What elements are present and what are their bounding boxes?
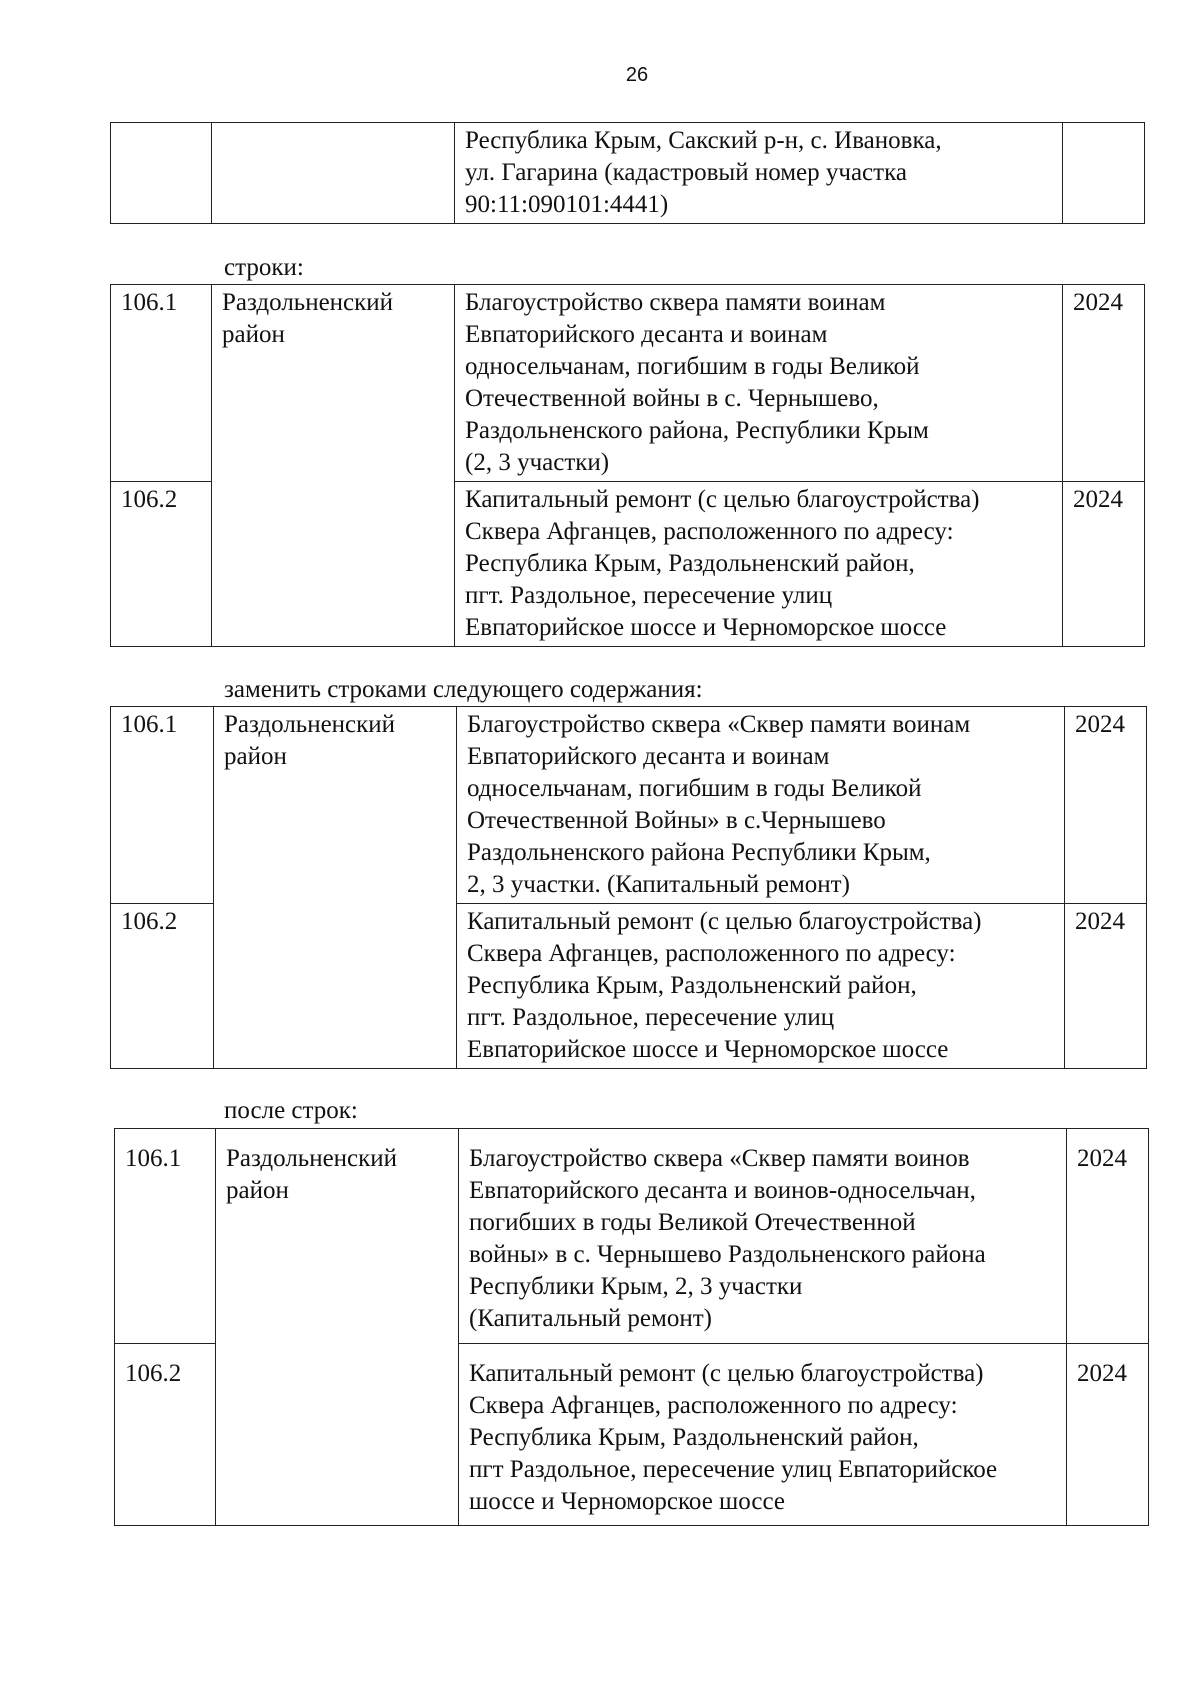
object-description: Капитальный ремонт (с целью благоустройства) Сквера Афганцев, расположенного по адресу: Республика Крым, Раздольненский район, пгт. Раздольное, пересечение улиц Евпаторийское шоссе и Черноморское шоссе bbox=[455, 482, 1063, 647]
district-cell: Раздольненский район bbox=[216, 1129, 459, 1526]
empty-cell bbox=[111, 123, 212, 224]
object-description: Капитальный ремонт (с целью благоустройства) Сквера Афганцев, расположенного по адресу: Республика Крым, Раздольненский район, пгт Раздольное, пересечение улиц Евпаторийское шоссе и Черноморское шоссе bbox=[459, 1344, 1067, 1526]
section-2-table bbox=[110, 706, 1147, 1069]
section-1-table bbox=[110, 284, 1145, 647]
top-fragment-table bbox=[110, 122, 1145, 224]
section-caption: строки: bbox=[224, 254, 304, 281]
year-cell: 2024 bbox=[1067, 1344, 1149, 1526]
section-3-table bbox=[114, 1128, 1149, 1526]
year-cell: 2024 bbox=[1063, 285, 1145, 482]
year-cell: 2024 bbox=[1063, 482, 1145, 647]
section-caption: после строк: bbox=[224, 1097, 358, 1124]
table-row bbox=[111, 123, 1145, 224]
object-description: Капитальный ремонт (с целью благоустройства) Сквера Афганцев, расположенного по адресу: Республика Крым, Раздольненский район, пгт. Раздольное, пересечение улиц Евпаторийское шоссе и Черноморское шоссе bbox=[457, 904, 1065, 1069]
row-number: 106.1 bbox=[115, 1129, 216, 1344]
year-cell: 2024 bbox=[1065, 904, 1147, 1069]
object-description: Благоустройство сквера «Сквер памяти воинов Евпаторийского десанта и воинов-односельчан, погибших в годы Великой Отечественной войны» в с. Чернышево Раздольненского района Республики Крым, 2, 3 участки (Капитальный ремонт) bbox=[459, 1129, 1067, 1344]
page-number: 26 bbox=[625, 64, 649, 86]
year-cell: 2024 bbox=[1067, 1129, 1149, 1344]
row-number: 106.2 bbox=[111, 482, 212, 647]
row-number: 106.2 bbox=[115, 1344, 216, 1526]
row-number: 106.2 bbox=[111, 904, 214, 1069]
table-row bbox=[111, 285, 1145, 482]
object-description: Республика Крым, Сакский р-н, с. Ивановка, ул. Гагарина (кадастровый номер участка 90:11:090101:4441) bbox=[455, 123, 1063, 224]
district-cell: Раздольненский район bbox=[212, 285, 455, 647]
district-cell: Раздольненский район bbox=[214, 707, 457, 1069]
table-row bbox=[111, 707, 1147, 904]
year-cell: 2024 bbox=[1065, 707, 1147, 904]
row-number: 106.1 bbox=[111, 285, 212, 482]
section-caption: заменить строками следующего содержания: bbox=[224, 676, 703, 703]
row-number: 106.1 bbox=[111, 707, 214, 904]
table-row bbox=[115, 1129, 1149, 1344]
object-description: Благоустройство сквера «Сквер памяти воинам Евпаторийского десанта и воинам односельчанам, погибшим в годы Великой Отечественной Войны» в с.Чернышево Раздольненского района Республики Крым, 2, 3 участки. (Капитальный ремонт) bbox=[457, 707, 1065, 904]
empty-cell bbox=[1063, 123, 1145, 224]
empty-cell bbox=[212, 123, 455, 224]
object-description: Благоустройство сквера памяти воинам Евпаторийского десанта и воинам односельчанам, погибшим в годы Великой Отечественной войны в с. Чернышево, Раздольненского района, Республики Крым (2, 3 участки) bbox=[455, 285, 1063, 482]
